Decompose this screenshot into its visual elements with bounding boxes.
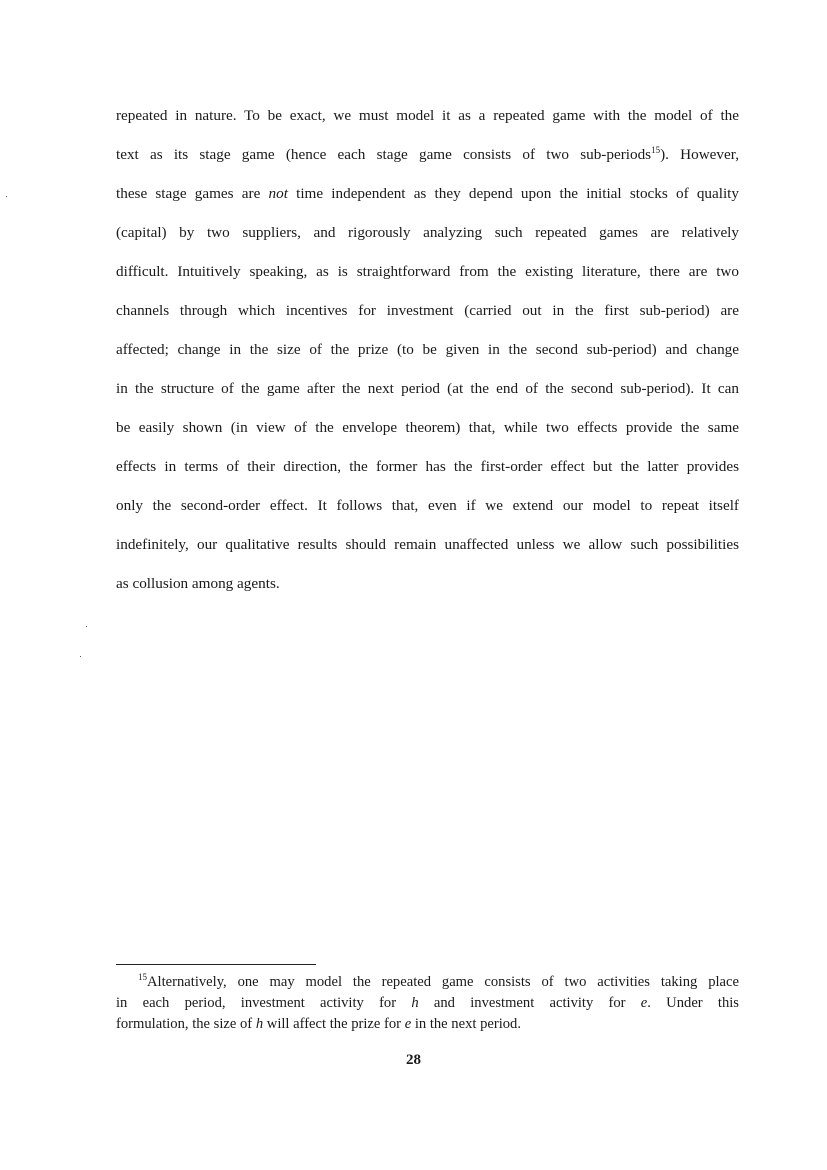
footnote-reference[interactable]: 15: [651, 144, 661, 155]
body-line: channels through which incentives for investment (carried out in the first sub-period) are: [116, 302, 739, 319]
body-line: affected; change in the size of the prize (to be given in the second sub-period) and change: [116, 341, 739, 358]
scan-speck: [86, 626, 87, 627]
body-line: effects in terms of their direction, the former has the first-order effect but the latter provides: [116, 458, 739, 475]
body-paragraph: [116, 96, 739, 603]
footnote-text-run: . Under this: [647, 995, 739, 1011]
body-line: (capital) by two suppliers, and rigorously analyzing such repeated games are relatively: [116, 224, 739, 241]
footnote-line: [116, 972, 739, 993]
variable-e: e: [404, 1016, 412, 1032]
scan-speck: [80, 656, 81, 657]
emphasis-text: not: [268, 185, 288, 202]
body-line: indefinitely, our qualitative results should remain unaffected unless we allow such possibilities: [116, 536, 739, 553]
body-line: only the second-order effect. It follows that, even if we extend our model to repeat itself: [116, 497, 739, 514]
body-line: [116, 174, 739, 213]
footnote-text-run: formulation, the size of: [116, 1016, 256, 1032]
body-text-run: text as its stage game (hence each stage game consists of two sub-periods: [116, 146, 652, 163]
footnote-line: [116, 993, 739, 1014]
body-line: in the structure of the game after the next period (at the end of the second sub-period). It can: [116, 380, 739, 397]
variable-h: h: [255, 1016, 264, 1032]
body-line: [116, 135, 739, 174]
footnote-line: [116, 1014, 739, 1035]
footnote-text-run: in each period, investment activity for: [116, 995, 412, 1011]
variable-e: e: [640, 995, 648, 1011]
footnote-marker: 15: [138, 972, 147, 983]
body-text-run: ). However,: [660, 146, 739, 163]
page-number: 28: [406, 1052, 421, 1068]
footnote-text-run: will affect the prize for: [263, 1016, 405, 1032]
variable-h: h: [411, 995, 419, 1011]
body-text-run: time independent as they depend upon the initial stocks of quality: [287, 185, 739, 202]
body-line: be easily shown (in view of the envelope theorem) that, while two effects provide the same: [116, 419, 739, 436]
footnote-text-run: Alternatively, one may model the repeated game consists of two activities taking place: [147, 974, 739, 990]
footnote-text-run: in the next period.: [411, 1016, 522, 1032]
body-line: as collusion among agents.: [116, 575, 280, 592]
footnote: [116, 972, 739, 1035]
footnote-separator: [116, 964, 316, 965]
body-line: difficult. Intuitively speaking, as is straightforward from the existing literature, there are two: [116, 263, 739, 280]
scan-speck: [6, 196, 7, 197]
body-text-run: these stage games are: [116, 185, 269, 202]
body-line: repeated in nature. To be exact, we must model it as a repeated game with the model of the: [116, 107, 739, 124]
footnote-text-run: and investment activity for: [418, 995, 641, 1011]
